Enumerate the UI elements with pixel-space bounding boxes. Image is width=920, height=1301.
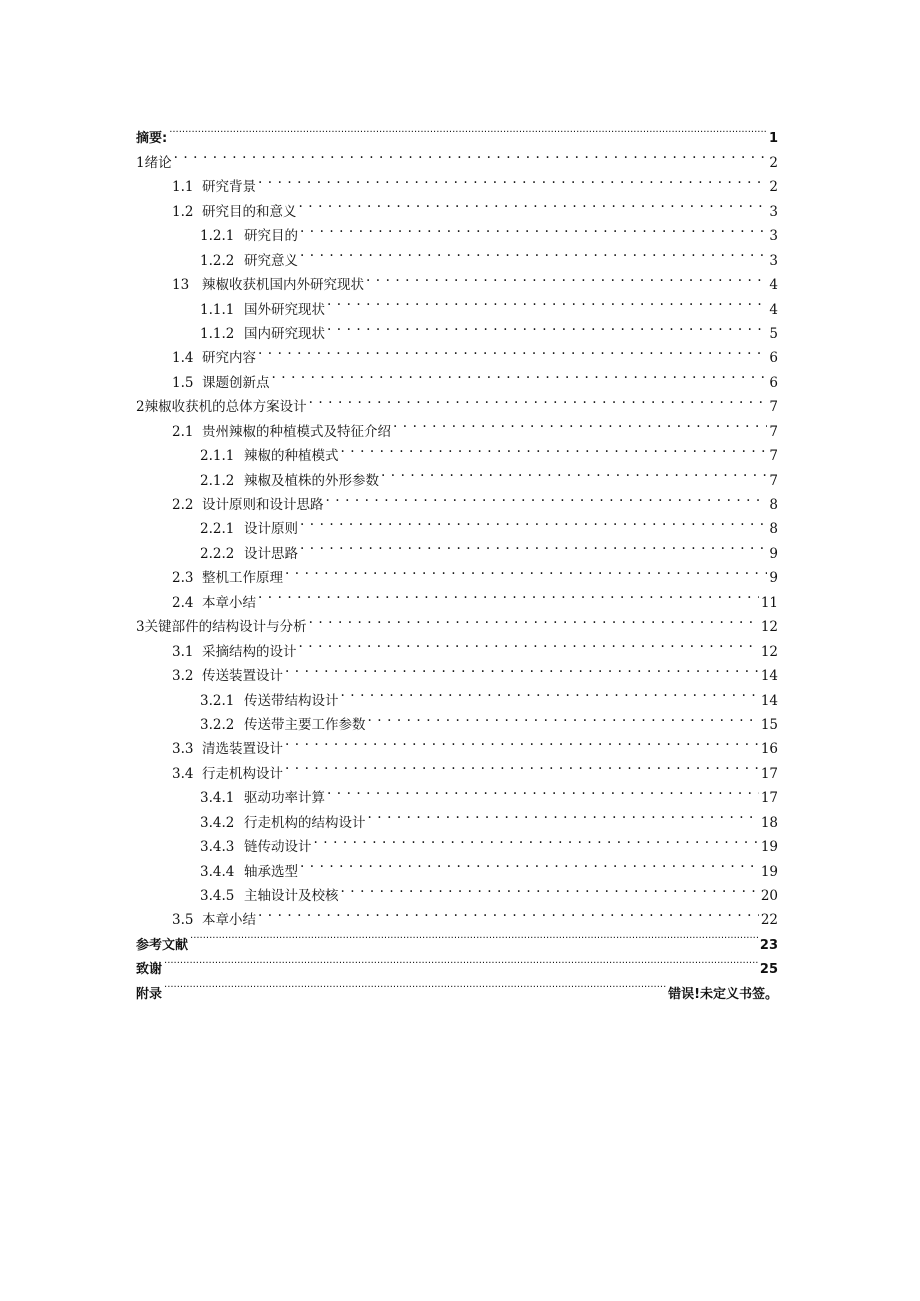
toc-entry-page: 3 bbox=[769, 252, 778, 269]
dot-leader bbox=[258, 338, 767, 362]
dot-leader bbox=[285, 753, 759, 777]
toc-entry-page: 9 bbox=[769, 570, 778, 587]
toc-entry-number: 3.3 bbox=[172, 741, 194, 758]
toc-entry-number: 3.2 bbox=[172, 668, 194, 685]
toc-entry-number: 1.5 bbox=[172, 374, 194, 391]
toc-entry-number: 1.2.2 bbox=[200, 252, 235, 269]
toc-entry-title: 研究背景 bbox=[202, 179, 256, 196]
toc-entry-page: 3 bbox=[769, 228, 778, 245]
toc-entry-page: 6 bbox=[769, 374, 778, 391]
dot-leader bbox=[164, 949, 758, 973]
toc-entry-page: 4 bbox=[769, 277, 778, 294]
toc-entry-number: 1.1.1 bbox=[200, 301, 235, 318]
toc-entry-title: 关键部件的结构设计与分析 bbox=[144, 619, 307, 636]
toc-entry-page: 8 bbox=[769, 497, 778, 513]
toc-entry-page: 14 bbox=[760, 692, 778, 709]
toc-entry-title: 国外研究现状 bbox=[244, 301, 325, 318]
toc-entry-title: 辣椒收获机国内外研究现状 bbox=[202, 277, 364, 294]
toc-entry-title: 辣椒及植株的外形参数 bbox=[244, 472, 379, 489]
dot-leader bbox=[299, 191, 768, 215]
toc-entry-number: 13 bbox=[172, 277, 190, 294]
toc-entry-title: 研究意义 bbox=[244, 252, 298, 269]
toc-entry-page: 7 bbox=[769, 423, 778, 440]
toc-entry-title: 行走机构设计 bbox=[202, 765, 283, 782]
toc-entry-number: 3.2.1 bbox=[200, 692, 235, 709]
dot-leader bbox=[258, 582, 759, 606]
toc-entry-title: 主轴设计及校核 bbox=[244, 888, 339, 904]
dot-leader bbox=[326, 485, 768, 509]
toc-entry-title: 整机工作原理 bbox=[202, 570, 283, 587]
dot-leader bbox=[299, 631, 759, 655]
toc-entry-title: 致谢 bbox=[136, 962, 163, 978]
toc-entry-page: 4 bbox=[769, 301, 778, 318]
toc-entry-title: 清选装置设计 bbox=[202, 741, 283, 758]
toc-entry-title: 辣椒收获机的总体方案设计 bbox=[144, 399, 307, 416]
dot-leader bbox=[258, 900, 759, 924]
dot-leader bbox=[164, 973, 666, 997]
dot-leader bbox=[341, 680, 759, 704]
toc-entry-number: 1.1.2 bbox=[200, 325, 235, 342]
toc-entry-number: 2.1 bbox=[172, 423, 194, 440]
toc-entry-page: 8 bbox=[769, 521, 778, 538]
dot-leader bbox=[169, 118, 767, 142]
toc-entry-title: 传送带主要工作参数 bbox=[244, 716, 366, 733]
toc-entry-title: 摘要: bbox=[136, 131, 168, 147]
toc-entry-page: 17 bbox=[760, 790, 778, 807]
toc-entry-number: 2.2 bbox=[172, 497, 194, 513]
dot-leader bbox=[393, 411, 767, 435]
dot-leader bbox=[300, 509, 767, 533]
toc-entry-title: 驱动功率计算 bbox=[244, 790, 325, 807]
toc-entry-number: 1.4 bbox=[172, 350, 194, 367]
toc-entry-page: 18 bbox=[760, 814, 778, 831]
toc-entry-page: 16 bbox=[760, 741, 778, 758]
toc-entry-page: 22 bbox=[760, 912, 778, 929]
dot-leader bbox=[300, 240, 767, 264]
dot-leader bbox=[190, 924, 758, 948]
dot-leader bbox=[272, 362, 768, 386]
toc-entry-page: 7 bbox=[769, 399, 778, 416]
toc-entry-page: 15 bbox=[760, 716, 778, 733]
toc-entry-title: 附录 bbox=[136, 986, 163, 1002]
dot-leader bbox=[300, 851, 759, 875]
toc-entry-title: 行走机构的结构设计 bbox=[244, 814, 366, 831]
toc-entry-title: 链传动设计 bbox=[244, 839, 312, 856]
toc-entry-title: 参考文献 bbox=[136, 937, 189, 953]
toc-entry-title: 研究目的 bbox=[244, 228, 298, 245]
toc-entry-title: 设计原则和设计思路 bbox=[202, 497, 324, 513]
toc-entry-number: 1 bbox=[136, 154, 145, 171]
dot-leader bbox=[300, 533, 767, 557]
dot-leader bbox=[368, 705, 759, 729]
toc-entry-page: 12 bbox=[760, 643, 778, 660]
toc-entry-number: 3.4.1 bbox=[200, 790, 235, 807]
toc-entry-number: 3 bbox=[136, 619, 145, 636]
toc-entry[interactable] bbox=[136, 973, 778, 1002]
toc-entry[interactable] bbox=[136, 142, 778, 171]
toc-entry-number: 3.4 bbox=[172, 765, 194, 782]
dot-leader bbox=[285, 656, 759, 680]
toc-entry-number: 2.3 bbox=[172, 570, 194, 587]
toc-entry-page: 23 bbox=[759, 937, 778, 953]
toc-entry[interactable] bbox=[136, 949, 778, 978]
toc-entry-number: 2.1.2 bbox=[200, 472, 235, 489]
toc-entry-title: 传送带结构设计 bbox=[244, 692, 339, 709]
toc-entry-page: 错误!未定义书签。 bbox=[668, 986, 778, 1002]
dot-leader bbox=[174, 142, 768, 166]
toc-entry-title: 国内研究现状 bbox=[244, 325, 325, 342]
toc-entry[interactable] bbox=[136, 118, 778, 147]
toc-entry-number: 3.1 bbox=[172, 643, 194, 660]
toc-entry-title: 辣椒的种植模式 bbox=[244, 448, 339, 465]
table-of-contents bbox=[136, 118, 778, 1002]
toc-entry-number: 3.5 bbox=[172, 912, 194, 929]
dot-leader bbox=[341, 436, 768, 460]
toc-entry-number: 2.2.2 bbox=[200, 545, 235, 562]
toc-entry-title: 本章小结 bbox=[202, 594, 256, 611]
dot-leader bbox=[327, 289, 767, 313]
toc-entry-number: 3.2.2 bbox=[200, 716, 235, 733]
toc-entry-page: 25 bbox=[759, 962, 778, 978]
toc-entry-title: 设计原则 bbox=[244, 521, 298, 538]
dot-leader bbox=[309, 607, 759, 631]
toc-entry-page: 9 bbox=[769, 545, 778, 562]
toc-entry-number: 1.1 bbox=[172, 179, 194, 196]
toc-entry[interactable] bbox=[136, 167, 778, 196]
toc-entry-number: 2.2.1 bbox=[200, 521, 235, 538]
toc-entry-page: 7 bbox=[769, 472, 778, 489]
dot-leader bbox=[327, 778, 759, 802]
toc-entry-title: 传送装置设计 bbox=[202, 668, 283, 685]
dot-leader bbox=[366, 265, 767, 289]
toc-entry-title: 绪论 bbox=[144, 154, 172, 171]
toc-entry-page: 7 bbox=[769, 448, 778, 465]
dot-leader bbox=[341, 876, 759, 900]
toc-entry-number: 2.1.1 bbox=[200, 448, 235, 465]
toc-entry-page: 11 bbox=[760, 594, 778, 611]
toc-entry-page: 2 bbox=[769, 154, 778, 171]
dot-leader bbox=[258, 167, 767, 191]
toc-entry-page: 12 bbox=[760, 619, 778, 636]
toc-entry-page: 5 bbox=[769, 325, 778, 342]
toc-entry-number: 3.4.5 bbox=[200, 888, 235, 904]
toc-entry-page: 3 bbox=[769, 203, 778, 220]
toc-entry-page: 19 bbox=[760, 863, 778, 880]
toc-entry-page: 14 bbox=[760, 668, 778, 685]
dot-leader bbox=[327, 314, 767, 338]
toc-entry-title: 采摘结构的设计 bbox=[202, 643, 297, 660]
toc-entry-page: 6 bbox=[769, 350, 778, 367]
toc-entry-page: 2 bbox=[769, 179, 778, 196]
toc-entry-title: 研究内容 bbox=[202, 350, 256, 367]
toc-entry-page: 20 bbox=[760, 888, 778, 904]
dot-leader bbox=[285, 729, 759, 753]
toc-entry-number: 2 bbox=[136, 399, 145, 416]
dot-leader bbox=[309, 387, 768, 411]
dot-leader bbox=[285, 558, 767, 582]
toc-entry-number: 3.4.2 bbox=[200, 814, 235, 831]
toc-entry-number: 2.4 bbox=[172, 594, 194, 611]
toc-entry-title: 研究目的和意义 bbox=[202, 203, 297, 220]
toc-entry-number: 3.4.4 bbox=[200, 863, 235, 880]
toc-entry-title: 贵州辣椒的种植模式及特征介绍 bbox=[202, 423, 391, 440]
dot-leader bbox=[368, 802, 759, 826]
toc-entry-page: 19 bbox=[760, 839, 778, 856]
toc-entry-title: 本章小结 bbox=[202, 912, 256, 929]
toc-entry-title: 轴承选型 bbox=[244, 863, 298, 880]
toc-entry-page: 1 bbox=[768, 131, 778, 147]
dot-leader bbox=[314, 827, 759, 851]
toc-entry-number: 1.2 bbox=[172, 203, 194, 220]
toc-entry[interactable] bbox=[136, 924, 778, 953]
dot-leader bbox=[381, 460, 767, 484]
toc-entry-number: 1.2.1 bbox=[200, 228, 235, 245]
toc-entry-title: 课题创新点 bbox=[202, 374, 270, 391]
toc-entry-number: 3.4.3 bbox=[200, 839, 235, 856]
dot-leader bbox=[300, 216, 767, 240]
toc-entry-title: 设计思路 bbox=[244, 545, 298, 562]
toc-entry-page: 17 bbox=[760, 765, 778, 782]
